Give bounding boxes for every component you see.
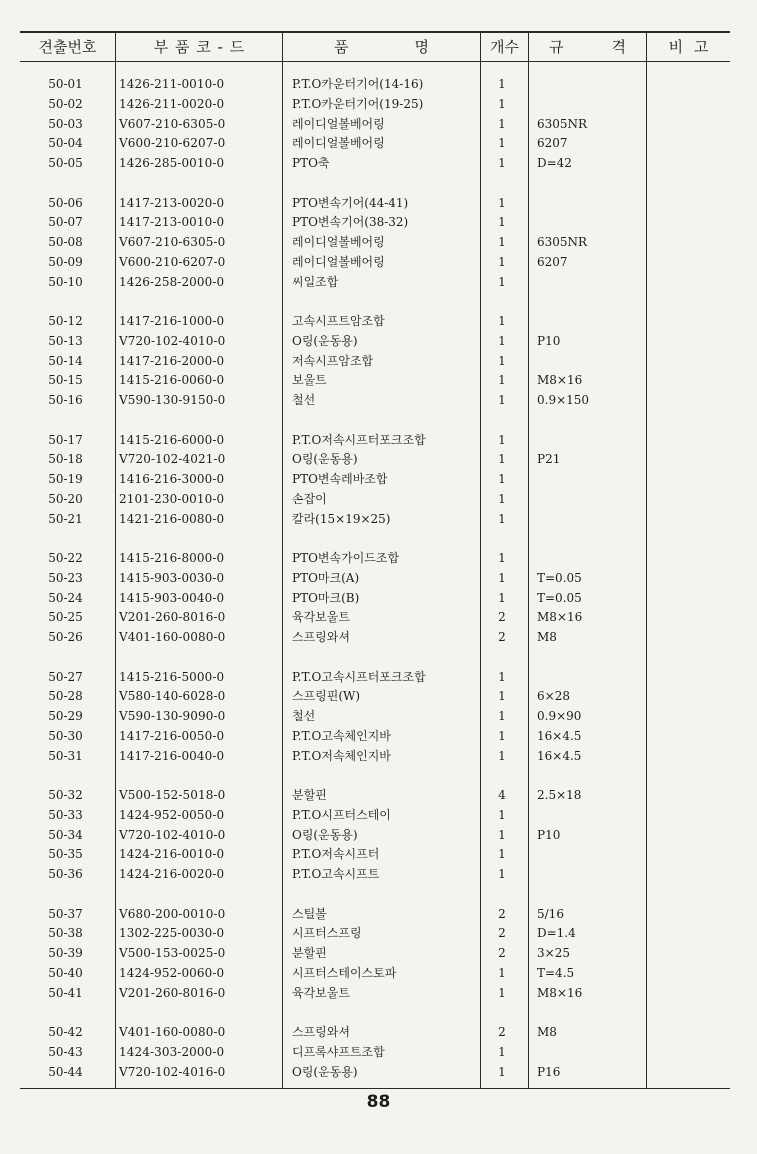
quantity-cell: 1 bbox=[498, 551, 506, 565]
quantity-cell: 1 bbox=[498, 847, 506, 862]
part-name-cell: PTO변속기어(44-41) bbox=[292, 195, 409, 210]
part-name-cell: PTO변속기어(38-32) bbox=[292, 215, 409, 230]
header-spec-second: 격 bbox=[611, 38, 626, 56]
spec-cell: M8×16 bbox=[537, 985, 583, 1000]
quantity-cell: 1 bbox=[498, 511, 506, 526]
spec-cell: 6305NR bbox=[537, 235, 588, 250]
quantity-cell: 1 bbox=[498, 77, 506, 91]
table-row bbox=[20, 706, 730, 726]
header-quantity: 개수 bbox=[490, 38, 519, 56]
item-no-cell: 50-34 bbox=[48, 827, 83, 842]
part-code-cell: 1415-216-8000-0 bbox=[119, 551, 225, 565]
quantity-cell: 1 bbox=[498, 669, 506, 684]
quantity-cell: 1 bbox=[498, 333, 506, 348]
part-code-cell: 1415-216-5000-0 bbox=[119, 669, 225, 684]
quantity-cell: 1 bbox=[498, 314, 506, 328]
part-code-cell: V680-200-0010-0 bbox=[119, 906, 226, 921]
part-name-cell: 손잡이 bbox=[292, 491, 327, 506]
spec-cell: P10 bbox=[537, 827, 561, 842]
item-no-cell: 50-27 bbox=[48, 669, 83, 684]
item-no-cell: 50-24 bbox=[48, 590, 83, 605]
parts-table bbox=[20, 31, 730, 1089]
spec-cell: M8 bbox=[537, 630, 557, 645]
part-code-cell: V720-102-4010-0 bbox=[119, 333, 226, 348]
item-no-cell: 50-30 bbox=[48, 728, 83, 743]
part-name-cell: 스틸볼 bbox=[292, 906, 327, 921]
item-no-cell: 50-05 bbox=[48, 156, 83, 171]
part-code-cell: 1417-213-0010-0 bbox=[119, 215, 225, 230]
item-no-cell: 50-25 bbox=[48, 610, 83, 625]
spec-cell: 6207 bbox=[537, 254, 568, 269]
table-row bbox=[20, 588, 730, 608]
part-name-cell: PTO마크(A) bbox=[292, 570, 360, 585]
quantity-cell: 1 bbox=[498, 136, 506, 151]
part-code-cell: V590-130-9150-0 bbox=[119, 393, 226, 408]
table-row bbox=[20, 805, 730, 825]
part-name-cell: 육각보울트 bbox=[292, 985, 350, 1000]
item-no-cell: 50-18 bbox=[48, 452, 83, 467]
table-row bbox=[20, 627, 730, 647]
item-no-cell: 50-42 bbox=[48, 1025, 83, 1039]
quantity-cell: 1 bbox=[498, 235, 506, 250]
part-code-cell: 1417-216-0050-0 bbox=[119, 728, 225, 743]
part-code-cell: 1424-952-0050-0 bbox=[119, 807, 225, 822]
spec-cell: 3×25 bbox=[537, 946, 570, 961]
quantity-cell: 1 bbox=[498, 353, 506, 368]
part-code-cell: V720-102-4021-0 bbox=[119, 452, 226, 467]
item-no-cell: 50-38 bbox=[48, 926, 83, 941]
table-row bbox=[20, 1042, 730, 1062]
part-code-cell: 1426-211-0020-0 bbox=[119, 96, 225, 111]
item-no-cell: 50-37 bbox=[48, 906, 83, 921]
quantity-cell: 2 bbox=[498, 1025, 506, 1039]
part-code-cell: V500-152-5018-0 bbox=[119, 788, 226, 802]
quantity-cell: 1 bbox=[498, 965, 506, 980]
part-name-cell: 칼라(15×19×25) bbox=[292, 511, 391, 526]
part-name-cell: 레이디얼볼베어링 bbox=[292, 254, 385, 269]
part-name-cell: PTO변속레바조합 bbox=[292, 472, 388, 487]
item-no-cell: 50-39 bbox=[48, 946, 83, 961]
part-code-cell: 1415-903-0040-0 bbox=[119, 590, 225, 605]
part-name-cell: P.T.O저속시프터 bbox=[292, 847, 380, 862]
quantity-cell: 1 bbox=[498, 452, 506, 467]
part-name-cell: PTO변속가이드조합 bbox=[292, 551, 400, 565]
quantity-cell: 2 bbox=[498, 926, 506, 941]
part-code-cell: V607-210-6305-0 bbox=[119, 116, 226, 131]
spec-cell: T=0.05 bbox=[537, 590, 582, 605]
header-part-name-first: 품 bbox=[334, 38, 349, 56]
item-no-cell: 50-21 bbox=[48, 511, 83, 526]
table-row bbox=[20, 74, 730, 94]
quantity-cell: 1 bbox=[498, 1044, 506, 1059]
spec-cell: M8×16 bbox=[537, 373, 583, 388]
part-code-cell: 1424-216-0020-0 bbox=[119, 867, 225, 882]
part-code-cell: V607-210-6305-0 bbox=[119, 235, 226, 250]
part-code-cell: V600-210-6207-0 bbox=[119, 254, 226, 269]
table-row bbox=[20, 193, 730, 213]
quantity-cell: 2 bbox=[498, 906, 506, 921]
item-no-cell: 50-15 bbox=[48, 373, 83, 388]
part-name-cell: P.T.O고속시프트 bbox=[292, 867, 380, 882]
part-name-cell: PTO축 bbox=[292, 156, 330, 171]
item-no-cell: 50-19 bbox=[48, 472, 83, 487]
part-name-cell: 레이디얼볼베어링 bbox=[292, 235, 385, 250]
part-name-cell: 레이디얼볼베어링 bbox=[292, 136, 385, 151]
header-part-code: 부 품 코 - 드 bbox=[153, 38, 245, 56]
spec-cell: 0.9×150 bbox=[537, 393, 590, 408]
part-name-cell: P.T.O저속시프터포크조합 bbox=[292, 432, 426, 447]
part-name-cell: P.T.O카운터기어(19-25) bbox=[292, 96, 424, 111]
part-code-cell: 1424-303-2000-0 bbox=[119, 1044, 225, 1059]
item-no-cell: 50-09 bbox=[48, 254, 83, 269]
item-no-cell: 50-08 bbox=[48, 235, 83, 250]
part-code-cell: 1417-213-0020-0 bbox=[119, 195, 225, 210]
table-row bbox=[20, 133, 730, 153]
spec-cell: T=0.05 bbox=[537, 570, 582, 585]
spec-cell: 0.9×90 bbox=[537, 709, 582, 724]
table-row bbox=[20, 370, 730, 390]
table-row bbox=[20, 390, 730, 410]
item-no-cell: 50-10 bbox=[48, 274, 83, 289]
item-no-cell: 50-13 bbox=[48, 333, 83, 348]
item-no-cell: 50-41 bbox=[48, 985, 83, 1000]
quantity-cell: 1 bbox=[498, 807, 506, 822]
spec-cell: T=4.5 bbox=[537, 965, 575, 980]
part-code-cell: V201-260-8016-0 bbox=[119, 985, 226, 1000]
table-row bbox=[20, 607, 730, 627]
quantity-cell: 1 bbox=[498, 590, 506, 605]
quantity-cell: 1 bbox=[498, 156, 506, 171]
part-name-cell: 스프링와셔 bbox=[292, 1025, 350, 1039]
item-no-cell: 50-26 bbox=[48, 630, 83, 645]
table-row bbox=[20, 212, 730, 232]
quantity-cell: 1 bbox=[498, 985, 506, 1000]
part-code-cell: 2101-230-0010-0 bbox=[119, 491, 225, 506]
quantity-cell: 1 bbox=[498, 393, 506, 408]
quantity-cell: 1 bbox=[498, 472, 506, 487]
part-code-cell: V590-130-9090-0 bbox=[119, 709, 226, 724]
quantity-cell: 4 bbox=[498, 788, 506, 802]
quantity-cell: 1 bbox=[498, 254, 506, 269]
quantity-cell: 2 bbox=[498, 630, 506, 645]
part-name-cell: PTO마크(B) bbox=[292, 590, 360, 605]
item-no-cell: 50-02 bbox=[48, 96, 83, 111]
part-code-cell: V720-102-4010-0 bbox=[119, 827, 226, 842]
part-name-cell: O링(운동용) bbox=[292, 452, 358, 467]
part-code-cell: 1415-903-0030-0 bbox=[119, 570, 225, 585]
table-row bbox=[20, 489, 730, 509]
item-no-cell: 50-31 bbox=[48, 748, 83, 763]
spec-cell: 6305NR bbox=[537, 116, 588, 131]
item-no-cell: 50-01 bbox=[48, 77, 83, 91]
part-name-cell: O링(운동용) bbox=[292, 827, 358, 842]
part-code-cell: 1416-216-3000-0 bbox=[119, 472, 225, 487]
quantity-cell: 1 bbox=[498, 274, 506, 289]
part-name-cell: 육각보울트 bbox=[292, 610, 350, 625]
part-code-cell: V201-260-8016-0 bbox=[119, 610, 226, 625]
quantity-cell: 1 bbox=[498, 96, 506, 111]
spec-cell: 5/16 bbox=[537, 906, 564, 921]
spec-cell: M8×16 bbox=[537, 610, 583, 625]
table-row bbox=[20, 232, 730, 252]
part-name-cell: 철선 bbox=[292, 393, 316, 408]
table-row bbox=[20, 153, 730, 173]
part-code-cell: 1426-211-0010-0 bbox=[119, 77, 225, 91]
item-no-cell: 50-40 bbox=[48, 965, 83, 980]
table-row bbox=[20, 568, 730, 588]
table-row bbox=[20, 825, 730, 845]
part-code-cell: V600-210-6207-0 bbox=[119, 136, 226, 151]
item-no-cell: 50-17 bbox=[48, 432, 83, 447]
item-no-cell: 50-22 bbox=[48, 551, 83, 565]
header-part-name-second: 명 bbox=[414, 38, 429, 56]
item-no-cell: 50-06 bbox=[48, 195, 83, 210]
spec-cell: P10 bbox=[537, 333, 561, 348]
item-no-cell: 50-16 bbox=[48, 393, 83, 408]
quantity-cell: 1 bbox=[498, 432, 506, 447]
part-code-cell: 1417-216-1000-0 bbox=[119, 314, 225, 328]
part-name-cell: P.T.O저속체인지바 bbox=[292, 748, 391, 763]
part-name-cell: P.T.O고속시프터포크조합 bbox=[292, 669, 426, 684]
table-row bbox=[20, 252, 730, 272]
part-name-cell: 스프링핀(W) bbox=[292, 689, 361, 704]
item-no-cell: 50-33 bbox=[48, 807, 83, 822]
table-row bbox=[20, 548, 730, 568]
quantity-cell: 1 bbox=[498, 1064, 506, 1079]
part-code-cell: V401-160-0080-0 bbox=[119, 1025, 226, 1039]
table-row bbox=[20, 509, 730, 529]
quantity-cell: 2 bbox=[498, 946, 506, 961]
spec-cell: 16×4.5 bbox=[537, 728, 582, 743]
item-no-cell: 50-20 bbox=[48, 491, 83, 506]
table-row bbox=[20, 449, 730, 469]
table-row bbox=[20, 746, 730, 766]
table-row bbox=[20, 963, 730, 983]
part-name-cell: 씨일조합 bbox=[292, 274, 339, 289]
table-row bbox=[20, 272, 730, 292]
quantity-cell: 1 bbox=[498, 748, 506, 763]
part-code-cell: 1426-258-2000-0 bbox=[119, 274, 225, 289]
table-row bbox=[20, 469, 730, 489]
part-code-cell: 1417-216-0040-0 bbox=[119, 748, 225, 763]
table-row bbox=[20, 844, 730, 864]
part-name-cell: 분할핀 bbox=[292, 946, 327, 961]
item-no-cell: 50-36 bbox=[48, 867, 83, 882]
table-row bbox=[20, 331, 730, 351]
spec-cell: 2.5×18 bbox=[537, 788, 582, 802]
part-name-cell: 시프터스프링 bbox=[292, 926, 362, 941]
spec-cell: P21 bbox=[537, 452, 561, 467]
table-row bbox=[20, 311, 730, 331]
table-row bbox=[20, 943, 730, 963]
table-row bbox=[20, 904, 730, 924]
spec-cell: 16×4.5 bbox=[537, 748, 582, 763]
table-row bbox=[20, 864, 730, 884]
item-no-cell: 50-29 bbox=[48, 709, 83, 724]
spec-cell: D=42 bbox=[537, 156, 572, 171]
table-row bbox=[20, 923, 730, 943]
part-code-cell: V401-160-0080-0 bbox=[119, 630, 226, 645]
part-name-cell: 저속시프암조합 bbox=[292, 353, 374, 368]
quantity-cell: 1 bbox=[498, 116, 506, 131]
header-item-no: 견출번호 bbox=[38, 38, 97, 56]
item-no-cell: 50-04 bbox=[48, 136, 83, 151]
table-row bbox=[20, 351, 730, 371]
part-code-cell: 1302-225-0030-0 bbox=[119, 926, 225, 941]
part-code-cell: 1417-216-2000-0 bbox=[119, 353, 225, 368]
part-code-cell: V720-102-4016-0 bbox=[119, 1064, 226, 1079]
part-code-cell: V500-153-0025-0 bbox=[119, 946, 226, 961]
spec-cell: P16 bbox=[537, 1064, 561, 1079]
quantity-cell: 1 bbox=[498, 570, 506, 585]
table-row bbox=[20, 1022, 730, 1042]
part-code-cell: 1415-216-0060-0 bbox=[119, 373, 225, 388]
part-name-cell: 고속시프트암조합 bbox=[292, 314, 385, 328]
item-no-cell: 50-12 bbox=[48, 314, 83, 328]
part-code-cell: 1424-216-0010-0 bbox=[119, 847, 225, 862]
quantity-cell: 1 bbox=[498, 728, 506, 743]
part-code-cell: 1421-216-0080-0 bbox=[119, 511, 225, 526]
table-row bbox=[20, 686, 730, 706]
item-no-cell: 50-28 bbox=[48, 689, 83, 704]
quantity-cell: 1 bbox=[498, 709, 506, 724]
quantity-cell: 1 bbox=[498, 215, 506, 230]
part-name-cell: 분할핀 bbox=[292, 788, 327, 802]
quantity-cell: 1 bbox=[498, 195, 506, 210]
table-row bbox=[20, 667, 730, 687]
table-row bbox=[20, 726, 730, 746]
spec-cell: 6207 bbox=[537, 136, 568, 151]
part-name-cell: P.T.O시프터스테이 bbox=[292, 807, 391, 822]
part-name-cell: 철선 bbox=[292, 709, 316, 724]
part-code-cell: 1426-285-0010-0 bbox=[119, 156, 225, 171]
table-row bbox=[20, 430, 730, 450]
table-row bbox=[20, 1062, 730, 1082]
item-no-cell: 50-44 bbox=[48, 1064, 83, 1079]
part-name-cell: 레이디얼볼베어링 bbox=[292, 116, 385, 131]
table-body bbox=[20, 31, 730, 1089]
quantity-cell: 1 bbox=[498, 373, 506, 388]
item-no-cell: 50-32 bbox=[48, 788, 83, 802]
quantity-cell: 1 bbox=[498, 827, 506, 842]
part-name-cell: 스프링와셔 bbox=[292, 630, 350, 645]
part-code-cell: V580-140-6028-0 bbox=[119, 689, 226, 704]
spec-cell: M8 bbox=[537, 1025, 557, 1039]
part-name-cell: 보울트 bbox=[292, 373, 327, 388]
part-name-cell: O링(운동용) bbox=[292, 333, 358, 348]
item-no-cell: 50-35 bbox=[48, 847, 83, 862]
part-code-cell: 1415-216-6000-0 bbox=[119, 432, 225, 447]
item-no-cell: 50-43 bbox=[48, 1044, 83, 1059]
quantity-cell: 1 bbox=[498, 491, 506, 506]
header-remarks: 비 고 bbox=[668, 38, 709, 56]
part-code-cell: 1424-952-0060-0 bbox=[119, 965, 225, 980]
item-no-cell: 50-07 bbox=[48, 215, 83, 230]
table-row bbox=[20, 983, 730, 1003]
item-no-cell: 50-14 bbox=[48, 353, 83, 368]
part-name-cell: P.T.O카운터기어(14-16) bbox=[292, 77, 424, 91]
table-row bbox=[20, 785, 730, 805]
quantity-cell: 1 bbox=[498, 867, 506, 882]
header-spec-first: 규 bbox=[549, 38, 564, 56]
table-row bbox=[20, 114, 730, 134]
part-name-cell: P.T.O고속체인지바 bbox=[292, 728, 391, 743]
page-number: 88 bbox=[366, 1092, 391, 1112]
table-row bbox=[20, 94, 730, 114]
item-no-cell: 50-23 bbox=[48, 570, 83, 585]
quantity-cell: 1 bbox=[498, 689, 506, 704]
spec-cell: D=1.4 bbox=[537, 926, 576, 941]
item-no-cell: 50-03 bbox=[48, 116, 83, 131]
spec-cell: 6×28 bbox=[537, 689, 570, 704]
part-name-cell: 시프터스테이스토파 bbox=[292, 965, 397, 980]
part-name-cell: 디프록샤프트조합 bbox=[292, 1044, 385, 1059]
part-name-cell: O링(운동용) bbox=[292, 1064, 358, 1079]
quantity-cell: 2 bbox=[498, 610, 506, 625]
